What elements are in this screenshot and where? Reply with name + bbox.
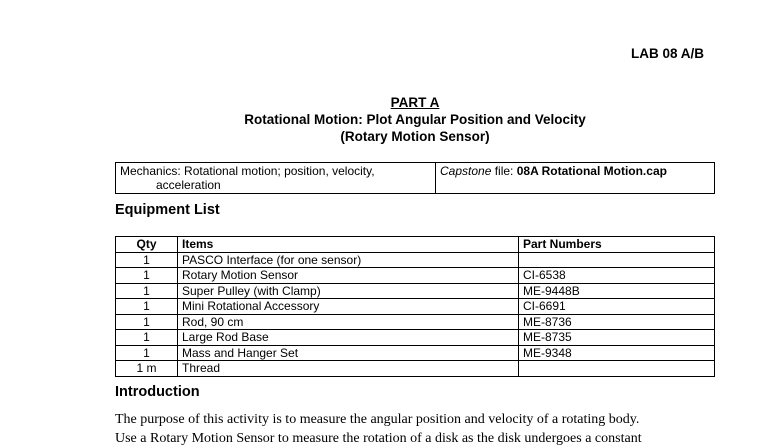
table-row — [116, 252, 715, 268]
info-table — [115, 162, 715, 194]
item-cell: Super Pulley (with Clamp) — [178, 283, 519, 299]
file-label: file: — [491, 164, 517, 178]
item-cell: Mini Rotational Accessory — [178, 299, 519, 315]
part-number-cell — [519, 361, 715, 377]
item-cell: Mass and Hanger Set — [178, 345, 519, 361]
table-row — [116, 345, 715, 361]
item-cell: Rotary Motion Sensor — [178, 268, 519, 284]
introduction-line-1: The purpose of this activity is to measure the angular position and velocity of a rotating body. — [115, 412, 640, 427]
table-row — [116, 361, 715, 377]
lab-id: LAB 08 A/B — [631, 46, 705, 61]
table-row — [116, 330, 715, 346]
capstone-file-name: 08A Rotational Motion.cap — [516, 164, 667, 178]
topic-line-1: Mechanics: Rotational motion; position, velocity, — [120, 164, 375, 178]
qty-cell: 1 — [116, 314, 178, 330]
info-row — [116, 163, 715, 194]
table-row — [116, 268, 715, 284]
item-cell: PASCO Interface (for one sensor) — [178, 252, 519, 268]
title-line-2: (Rotary Motion Sensor) — [340, 129, 490, 144]
capstone-label: Capstone — [440, 164, 492, 178]
table-row — [116, 314, 715, 330]
qty-cell: 1 — [116, 345, 178, 361]
qty-header: Qty — [116, 237, 178, 253]
part-number-cell — [519, 252, 715, 268]
item-cell: Thread — [178, 361, 519, 377]
part-number-cell: ME-9448B — [519, 283, 715, 299]
qty-cell: 1 m — [116, 361, 178, 377]
title-line-1: Rotational Motion: Plot Angular Position and Velocity — [244, 112, 586, 127]
qty-cell: 1 — [116, 252, 178, 268]
part-number-cell: CI-6691 — [519, 299, 715, 315]
topic-cell — [116, 163, 436, 194]
qty-cell: 1 — [116, 283, 178, 299]
table-row — [116, 299, 715, 315]
item-cell: Large Rod Base — [178, 330, 519, 346]
introduction-paragraph — [115, 410, 755, 448]
part-number-cell: ME-9348 — [519, 345, 715, 361]
topic-line-2: acceleration — [156, 178, 221, 192]
qty-cell: 1 — [116, 299, 178, 315]
equipment-header-row — [116, 237, 715, 253]
part-heading: PART A — [390, 95, 440, 110]
qty-cell: 1 — [116, 268, 178, 284]
introduction-heading: Introduction — [115, 384, 200, 400]
part-number-cell: ME-8735 — [519, 330, 715, 346]
equipment-table — [115, 236, 715, 377]
equipment-heading: Equipment List — [115, 202, 220, 218]
table-row — [116, 283, 715, 299]
part-number-cell: CI-6538 — [519, 268, 715, 284]
qty-cell: 1 — [116, 330, 178, 346]
introduction-line-2: Use a Rotary Motion Sensor to measure the rotation of a disk as the disk undergoes a constant — [115, 431, 642, 446]
items-header: Items — [178, 237, 519, 253]
part-numbers-header: Part Numbers — [519, 237, 715, 253]
part-number-cell: ME-8736 — [519, 314, 715, 330]
title-block — [115, 94, 715, 145]
item-cell: Rod, 90 cm — [178, 314, 519, 330]
capstone-file-cell — [436, 163, 715, 194]
